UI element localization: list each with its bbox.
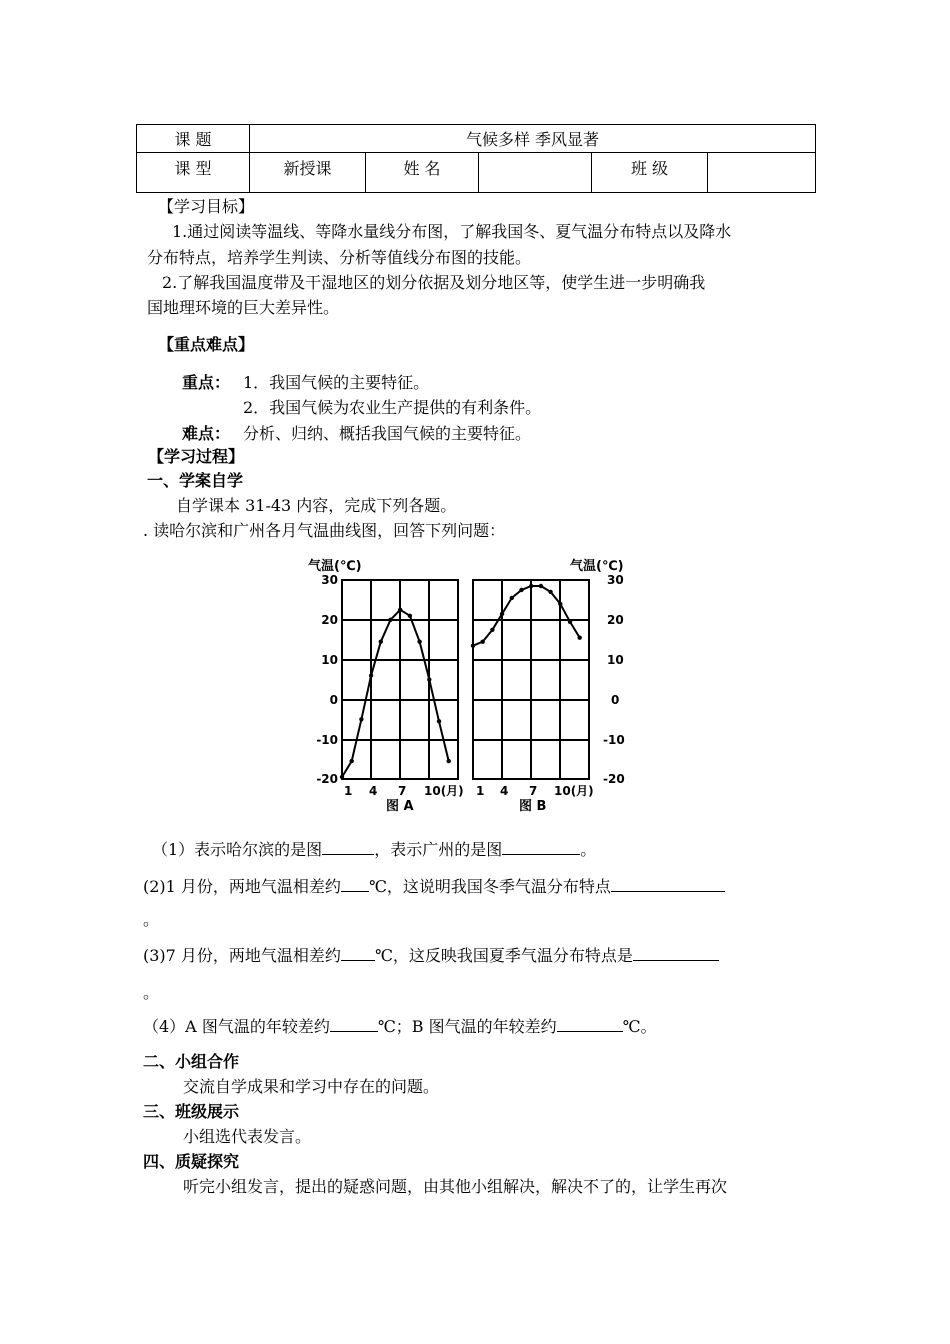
chart-b-point	[519, 588, 523, 592]
section-1-question: . 读哈尔滨和广州各月气温曲线图，回答下列问题：	[143, 521, 506, 540]
chart-a-ytick: 10	[321, 653, 338, 667]
chart-b-series	[471, 584, 582, 648]
chart-a-point	[359, 717, 363, 721]
chart-a-xtick: 4	[369, 784, 378, 798]
question-3-end: 。	[143, 983, 160, 1002]
chart-a-point	[437, 719, 441, 723]
chart-a-point	[388, 618, 392, 622]
chart-b-xtick: 4	[500, 784, 509, 798]
key-1: 1．我国气候的主要特征。	[243, 373, 430, 392]
goal-line-4: 国地理环境的巨大差异性。	[147, 298, 340, 317]
chart-b-grid	[473, 580, 589, 779]
chart-a-ytick: 30	[321, 573, 338, 587]
chart-a-title: 图 A	[386, 799, 414, 814]
goal-line-3: 2.了解我国温度带及干湿地区的划分依据及划分地区等，使学生进一步明确我	[162, 273, 706, 292]
chart-a-point	[379, 640, 383, 644]
section-1-text: 自学课本 31-43 内容，完成下列各题。	[176, 496, 457, 515]
blank-q2-a[interactable]	[341, 877, 369, 892]
chart-b-ytick: 30	[607, 573, 624, 587]
question-1: （1）表示哈尔滨的是图 ，表示广州的是图 。	[152, 840, 597, 859]
class-field[interactable]	[708, 153, 816, 193]
name-field[interactable]	[479, 153, 592, 193]
chart-a-ytick: -20	[316, 772, 338, 786]
difficulty-label: 难点：	[182, 424, 231, 443]
chart-a-ylabel: 气温(℃)	[308, 559, 362, 574]
chart-a-point	[417, 640, 421, 644]
chart-a-xtick: 7	[398, 784, 407, 798]
difficulty-1: 分析、归纳、概括我国气候的主要特征。	[243, 424, 532, 443]
blank-q4-b[interactable]	[557, 1017, 623, 1032]
chart-b-point	[490, 628, 494, 632]
chart-b-line	[473, 586, 580, 646]
temperature-charts	[300, 552, 645, 814]
keypoints-title: 【重点难点】	[158, 335, 255, 354]
chart-a-point	[408, 614, 412, 618]
question-3: (3)7 月份，两地气温相差约 ℃，这反映我国夏季气温分布特点是	[143, 943, 719, 966]
chart-a-line	[342, 610, 449, 777]
chart-a-point	[447, 759, 451, 763]
chart-b-point	[548, 590, 552, 594]
key-label: 重点：	[182, 373, 231, 392]
blank-q1-b[interactable]	[502, 840, 580, 855]
process-title: 【学习过程】	[148, 447, 245, 466]
goals-title: 【学习目标】	[158, 197, 255, 216]
goal-line-1: 1.通过阅读等温线、等降水量线分布图，了解我国冬、夏气温分布特点以及降水	[172, 222, 732, 241]
question-4: （4）A 图气温的年较差约 ℃；B 图气温的年较差约 ℃。	[143, 1017, 657, 1036]
chart-b-point	[529, 584, 533, 588]
header-table	[136, 124, 816, 193]
chart-b-title: 图 B	[519, 799, 547, 814]
chart-a-point	[398, 608, 402, 612]
chart-b-point	[568, 620, 572, 624]
key-2: 2．我国气候为农业生产提供的有利条件。	[243, 398, 542, 417]
chart-a-ytick: -10	[316, 733, 338, 747]
blank-q1-a[interactable]	[322, 840, 374, 855]
question-2-end: 。	[143, 910, 160, 929]
chart-b-ytick: -10	[603, 733, 625, 747]
type-value: 新授课	[250, 153, 366, 193]
chart-b-ytick: 10	[607, 653, 624, 667]
label-topic: 课 题	[137, 125, 250, 153]
chart-a-point	[369, 673, 373, 677]
label-name: 姓 名	[366, 153, 479, 193]
chart-b-xtick: 10(月)	[554, 784, 594, 798]
chart-b-point	[578, 636, 582, 640]
chart-b-point	[510, 596, 514, 600]
chart-a-point	[350, 759, 354, 763]
label-class: 班 级	[592, 153, 708, 193]
chart-b-point	[471, 644, 475, 648]
blank-q2-b[interactable]	[611, 877, 725, 892]
section-1-title: 一、学案自学	[147, 471, 244, 490]
chart-a-xtick: 1	[344, 784, 353, 798]
chart-a-ytick: 20	[321, 613, 338, 627]
topic-value: 气候多样 季风显著	[250, 125, 816, 153]
chart-a-ytick: 0	[329, 693, 338, 707]
chart-a-series	[340, 608, 451, 780]
chart-b-point	[539, 584, 543, 588]
chart-b-ylabel: 气温(℃)	[570, 559, 624, 574]
question-2: (2)1 月份，两地气温相差约 ℃，这说明我国冬季气温分布特点	[143, 874, 725, 897]
chart-b-point	[558, 602, 562, 606]
section-4-title: 四、质疑探究	[143, 1152, 240, 1171]
label-type: 课 型	[137, 153, 250, 193]
chart-a-point	[340, 775, 344, 779]
section-3-title: 三、班级展示	[143, 1102, 240, 1121]
chart-b-point	[500, 612, 504, 616]
blank-q4-a[interactable]	[330, 1017, 378, 1032]
goal-line-2: 分布特点，培养学生判读、分析等值线分布图的技能。	[147, 248, 532, 267]
blank-q3-b[interactable]	[633, 946, 719, 961]
blank-q3-a[interactable]	[341, 946, 375, 961]
chart-b-xtick: 1	[476, 784, 485, 798]
section-3-text: 小组选代表发言。	[183, 1127, 312, 1146]
chart-a-xtick: 10(月)	[424, 784, 464, 798]
chart-b-point	[481, 640, 485, 644]
chart-b-ytick: -20	[603, 772, 625, 786]
chart-b-ytick: 0	[611, 693, 620, 707]
chart-b-xtick: 7	[529, 784, 538, 798]
section-2-title: 二、小组合作	[143, 1052, 240, 1071]
chart-b-ytick: 20	[607, 613, 624, 627]
chart-a-point	[427, 677, 431, 681]
section-2-text: 交流自学成果和学习中存在的问题。	[183, 1077, 440, 1096]
section-4-text: 听完小组发言，提出的疑惑问题，由其他小组解决，解决不了的，让学生再次	[183, 1177, 728, 1196]
